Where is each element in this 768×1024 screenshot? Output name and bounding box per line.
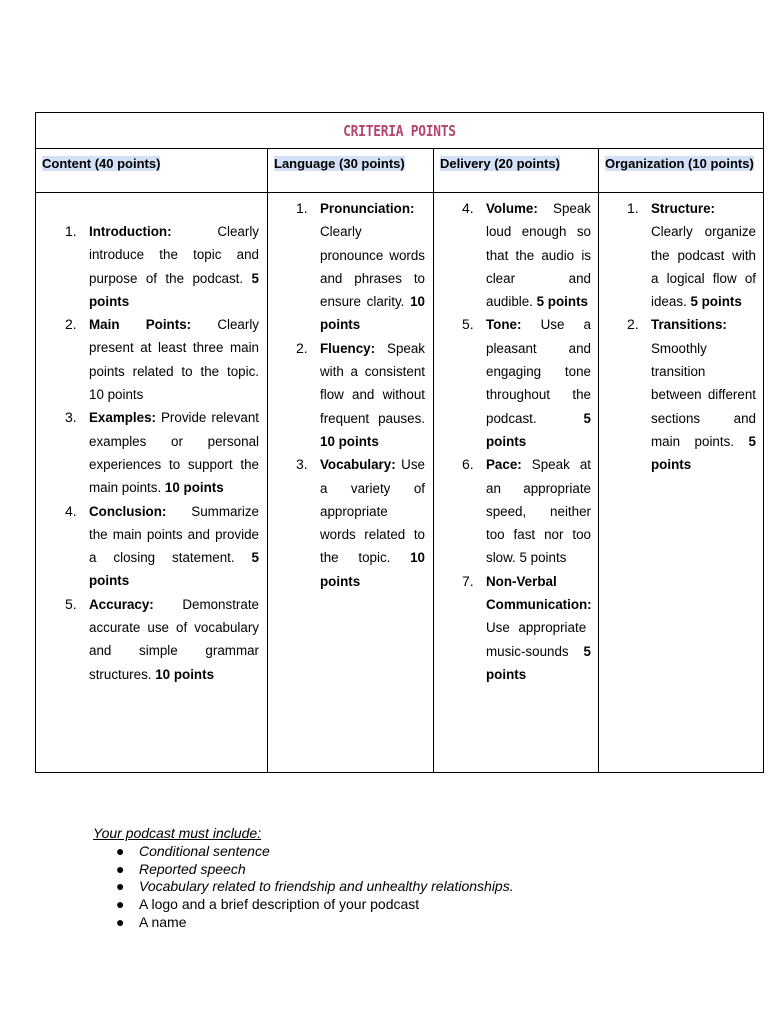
criterion-label: Non-Verbal Communication: <box>486 573 592 613</box>
criterion-item <box>65 593 259 686</box>
criterion-points: 5 points <box>89 270 259 309</box>
criterion-description: Clearly introduce the topic and purpose of the podcast. <box>89 224 259 286</box>
criterion-points: 10 points <box>320 433 379 449</box>
criterion-points: 10 points <box>164 480 224 496</box>
language-criteria-cell <box>268 193 434 772</box>
criteria-table <box>35 112 764 773</box>
criterion-points: 10 points <box>320 550 425 589</box>
requirement-text: A name <box>139 913 187 930</box>
criterion-number: 2. <box>627 316 639 333</box>
criterion-label: Examples: <box>89 410 156 426</box>
criterion-number: 2. <box>65 316 77 333</box>
criterion-item <box>296 197 425 337</box>
criterion-item <box>627 197 756 313</box>
organization-criteria-cell <box>599 193 763 772</box>
header-content: Content (40 points) <box>42 156 161 171</box>
bullet-icon: ● <box>116 896 125 913</box>
criterion-item <box>65 406 259 499</box>
criterion-item <box>65 500 259 593</box>
requirement-item <box>93 861 733 879</box>
requirements-list <box>93 843 733 932</box>
criterion-points: 5 points <box>486 643 591 682</box>
bullet-icon: ● <box>116 913 125 930</box>
delivery-criteria-list <box>462 197 592 686</box>
criterion-item <box>627 313 756 476</box>
criterion-number: 4. <box>462 200 474 216</box>
criterion-number: 3. <box>296 456 308 473</box>
podcast-requirements <box>93 825 733 932</box>
criterion-description: Clearly pronounce words and phrases to ensure clarity. <box>320 224 425 310</box>
criterion-description: Smoothly transition between different sections and main points. <box>651 340 756 449</box>
criterion-points: 5 points <box>486 410 591 449</box>
criterion-label: Accuracy: <box>89 596 154 612</box>
criterion-description: Speak loud enough so that the audio is clear and audible. <box>486 201 591 310</box>
requirement-text: Conditional sentence <box>139 842 270 859</box>
criterion-item <box>65 313 259 406</box>
header-cell-delivery <box>434 149 599 192</box>
bullet-icon: ● <box>116 860 125 877</box>
criterion-label: Main Points: <box>89 317 192 333</box>
criterion-number: 1. <box>65 223 77 239</box>
criterion-description: Demonstrate accurate use of vocabulary and simple grammar structures. <box>89 596 259 682</box>
criterion-label: Structure: <box>651 201 715 216</box>
criterion-description: Clearly organize the podcast with a logical flow of ideas. <box>651 224 756 310</box>
criterion-number: 4. <box>65 502 77 519</box>
criterion-label: Vocabulary: <box>320 457 396 473</box>
criterion-number: 5. <box>462 316 474 333</box>
criterion-description: Provide relevant examples or personal experiences to support the main points. <box>89 410 259 496</box>
requirements-heading: Your podcast must include: <box>93 825 262 841</box>
criterion-number: 1. <box>296 200 308 216</box>
criterion-description: Use a variety of appropriate words related to the topic. <box>320 457 425 566</box>
bullet-icon: ● <box>116 842 125 859</box>
table-title-row <box>36 113 763 149</box>
delivery-criteria-cell <box>434 193 599 772</box>
criterion-item <box>296 337 425 453</box>
table-body-row <box>36 193 763 772</box>
criterion-number: 6. <box>462 456 474 473</box>
criterion-points: 5 points <box>536 294 588 310</box>
criterion-points: 10 points <box>320 294 425 333</box>
criterion-item <box>462 197 591 313</box>
criterion-description: Speak with a consistent flow and without frequent pauses. <box>320 340 425 426</box>
criterion-number: 2. <box>296 339 308 356</box>
criterion-description: Use a pleasant and engaging tone throughout the podcast. <box>486 317 591 426</box>
criterion-label: Fluency: <box>320 340 376 356</box>
criterion-item <box>65 220 259 313</box>
header-language: Language (30 points) <box>274 156 405 171</box>
requirement-text: Vocabulary related to friendship and unhealthy relationships. <box>139 878 514 895</box>
header-cell-language <box>268 149 434 192</box>
criterion-label: Pace: <box>486 457 522 473</box>
criterion-points: 5 points <box>690 294 742 310</box>
criterion-label: Pronunciation: <box>320 201 415 216</box>
criterion-label: Introduction: <box>89 224 172 239</box>
criterion-points: 10 points <box>89 387 144 403</box>
criterion-points: 5 points <box>519 550 567 566</box>
table-header-row <box>36 149 763 193</box>
requirement-text: A logo and a brief description of your podcast <box>139 896 420 913</box>
criterion-description: Speak at an appropriate speed, neither too fast nor too slow. <box>486 457 591 566</box>
content-criteria-cell <box>36 193 268 772</box>
criterion-number: 7. <box>462 572 474 589</box>
criterion-points: 5 points <box>651 433 756 473</box>
criterion-label: Volume: <box>486 201 538 216</box>
requirement-item <box>93 878 733 896</box>
criterion-label: Conclusion: <box>89 503 167 519</box>
header-organization: Organization (10 points) <box>605 156 754 171</box>
criterion-points: 10 points <box>155 666 215 682</box>
criterion-description: Summarize the main points and provide a closing statement. <box>89 503 259 566</box>
criterion-number: 3. <box>65 409 77 426</box>
organization-criteria-list <box>627 197 756 477</box>
criterion-number: 5. <box>65 595 77 612</box>
criterion-number: 1. <box>627 200 639 216</box>
criterion-item <box>462 313 591 453</box>
criterion-label: Tone: <box>486 317 522 333</box>
criterion-points: 5 points <box>89 550 259 589</box>
criterion-description: Use appropriate music-sounds <box>486 620 587 659</box>
header-delivery: Delivery (20 points) <box>440 156 560 171</box>
requirement-item <box>93 914 733 932</box>
requirement-text: Reported speech <box>139 860 246 877</box>
criterion-item <box>462 453 591 569</box>
criterion-description: Clearly present at least three main points related to the topic. <box>89 317 259 379</box>
bullet-icon: ● <box>116 878 125 895</box>
criterion-label: Transitions: <box>651 317 727 333</box>
requirement-item <box>93 896 733 914</box>
requirement-item <box>93 843 733 861</box>
content-criteria-list <box>65 220 259 686</box>
table-title: CRITERIA POINTS <box>343 121 456 140</box>
criterion-item <box>296 453 425 593</box>
header-cell-content <box>36 149 268 192</box>
criterion-item <box>462 570 592 686</box>
language-criteria-list <box>296 197 425 593</box>
header-cell-organization <box>599 149 763 192</box>
